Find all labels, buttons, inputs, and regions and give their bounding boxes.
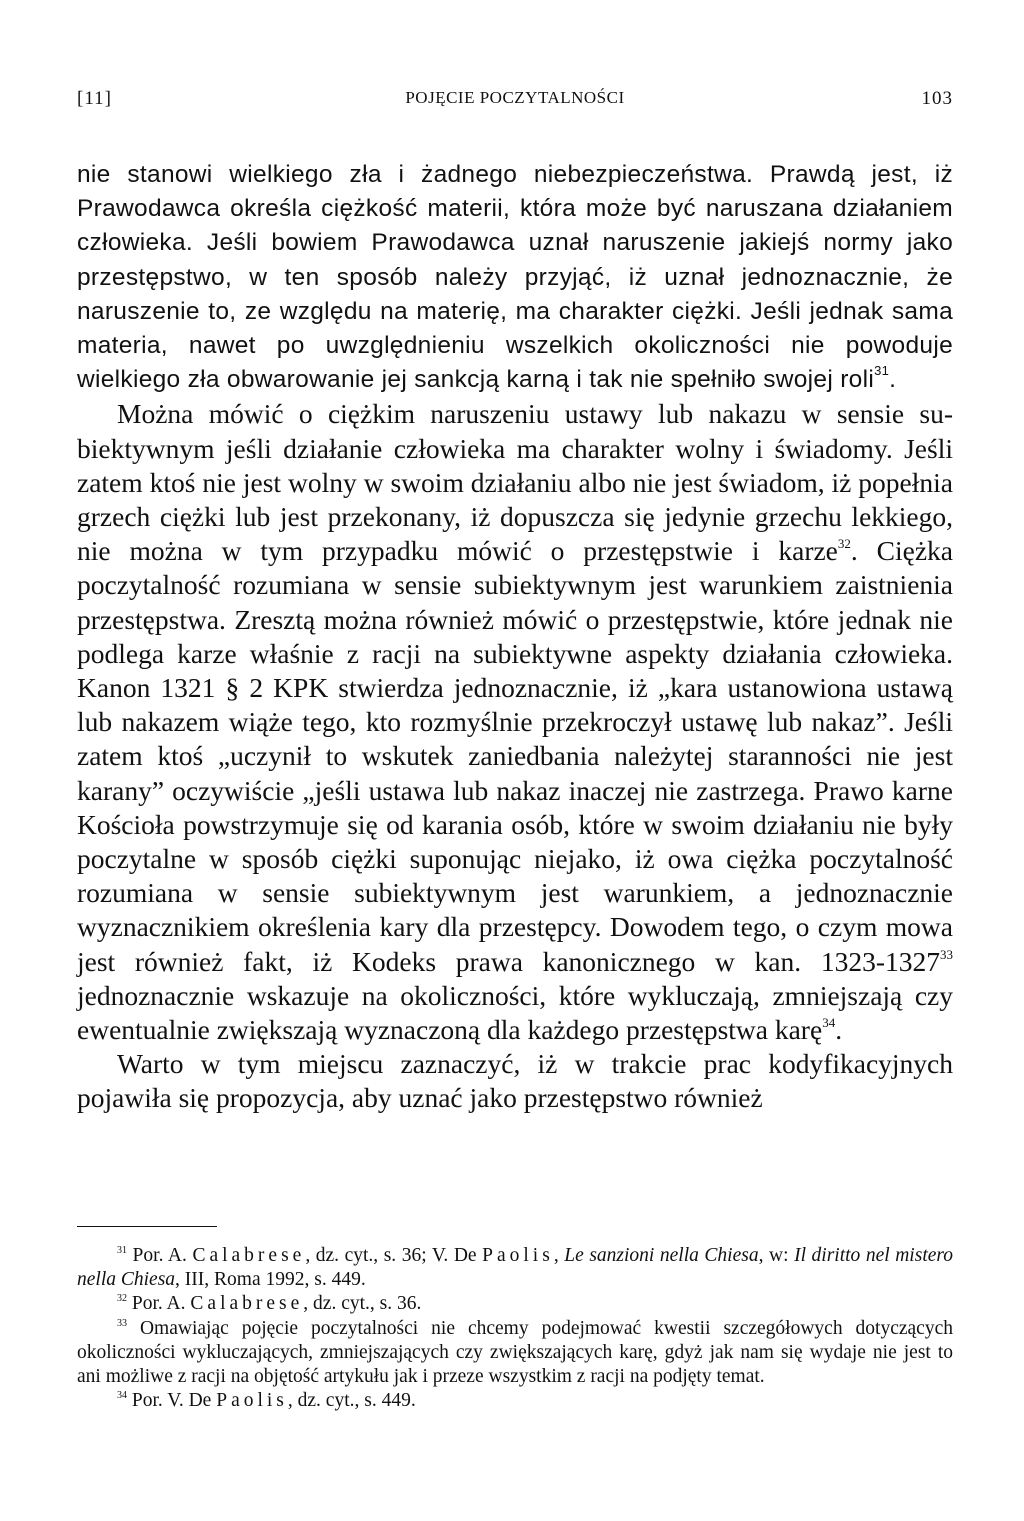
text-run: , dz. cyt., s. 36; V. De [305,1245,483,1266]
main-text [77,158,953,1116]
author-name: Paolis [216,1390,288,1412]
footnote-marker: 34 [117,1390,127,1402]
footnote-marker: 33 [940,946,953,962]
footnote-marker: 31 [874,363,890,379]
running-title: POJĘCIE POCZYTALNOŚCI [405,88,625,107]
author-name: Calabrese [190,1293,304,1315]
paragraph [77,397,953,1047]
text-run: , [553,1245,565,1266]
text-run: Można mówić o ciężkim naruszeniu ustawy lub nakazu w sensie subiektywnym jeśli działanie człowieka ma charakter wolny i świadomy. Jeśli zatem ktoś nie jest wolny w swoim działaniu albo nie jest świadom, iż popełnia grzech ciężki lub jest przekonany, iż dopuszcza się jedynie grzechu lekkiego, nie można w tym przypadku mówić o przestępstwie i karze [77,398,953,567]
text-run: . [889,366,897,394]
chapter-number: [11] [77,88,112,109]
text-run: Por. V. De [127,1390,217,1412]
paragraph [77,158,953,397]
author-name: Calabrese [192,1245,306,1266]
text-run: Warto w tym miejscu zaznaczyć, iż w trakcie prac kodyfikacyjnych pojawiła się propozycja, aby uznać jako przestępstwo również [77,1048,953,1114]
author-name: Paolis [482,1245,554,1266]
text-run: Omawiając pojęcie poczytalności nie chcemy podejmować kwestii szczegółowych dotyczących okoliczności wykluczających, zmniejszających czy zwiększających karę, gdyż jak nam się wydaje nie jest to ani możliwe z racji na objętość artykułu jak i przeze wszystkim z racji na podjęty temat. [77,1317,953,1388]
text-run: , dz. cyt., s. 449. [287,1390,416,1412]
footnotes [77,1244,953,1413]
italic-title: Il diritto nel mistero nella Chiesa [77,1245,954,1291]
footnote [77,1389,953,1413]
footnote [77,1317,953,1390]
text-run: , dz. cyt., s. 36. [303,1293,422,1315]
text-run: . [835,1014,843,1046]
footnote [77,1292,953,1316]
text-run: Por. A. [127,1293,191,1315]
footnote-marker: 32 [837,536,851,552]
footnote-marker: 34 [822,1015,836,1031]
page-number: 103 [921,88,953,109]
running-header [77,88,953,112]
text-run: , III, Roma 1992, s. 449. [175,1269,366,1291]
text-run: . Ciężka poczytalność rozumiana w sensie subiektywnym jest warunkiem zaistnienia przestępstwa. Zresztą można również mówić o przestępstwie, które jednak nie podlega karze właśnie z racji na subiektywne aspekty działania człowieka. Kanon 1321 § 2 KPK stwierdza jednoznacznie, iż „kara ustanowiona ustawą lub nakazem wiąże tego, kto rozmyślnie przekroczył ustawę lub nakaz”. Jeśli zatem ktoś „uczynił to wskutek zaniedbania należytej staranności nie jest karany” oczywiście „jeśli ustawa lub nakaz inaczej nie zastrzega. Prawo karne Kościoła powstrzymuje się od karania osób, które w swoim działaniu nie były poczytalne w sposób ciężki suponując niejako, iż owa ciężka poczytalność rozumiana w sensie subiektywnym jest warunkiem, a jednoznacznie wyznacznikiem określenia kary dla przestępcy. Dowodem tego, o czym mowa jest również fakt, iż Kodeks prawa kanonicznego w kan. 1323-1327 [77,535,953,977]
text-run: Por. A. [127,1245,193,1266]
text-run: , w: [758,1245,795,1266]
footnote-marker: 32 [117,1293,127,1305]
footnote-marker: 33 [117,1317,127,1329]
italic-title: Le sanzioni nella Chiesa [564,1245,759,1266]
footnote-marker: 31 [117,1245,127,1256]
text-run: nie stanowi wielkiego zła i żadnego niebezpieczeństwa. Prawdą jest, iż Prawodawca określa ciężkość materii, która może być naruszana działaniem człowieka. Jeśli bowiem Prawodawca uznał naruszenie jakiejś normy jako przestępstwo, w ten sposób należy przyjąć, iż uznał jednoznacznie, że naruszenie to, ze względu na materię, ma charakter ciężki. Jeśli jednak sama materia, nawet po uwzględnieniu wszelkich okoliczności nie powoduje wielkiego zła obwarowanie jej sankcją karną i tak nie spełniło swojej roli [77,161,953,394]
paragraph [77,1047,953,1115]
footnote [77,1244,953,1292]
text-run: jednoznacznie wskazuje na okoliczności, które wykluczają, zmniejszają czy ewentualnie zwiększają wyznaczoną dla każdego przestępstwa karę [77,979,953,1046]
footnote-separator [77,1226,217,1227]
